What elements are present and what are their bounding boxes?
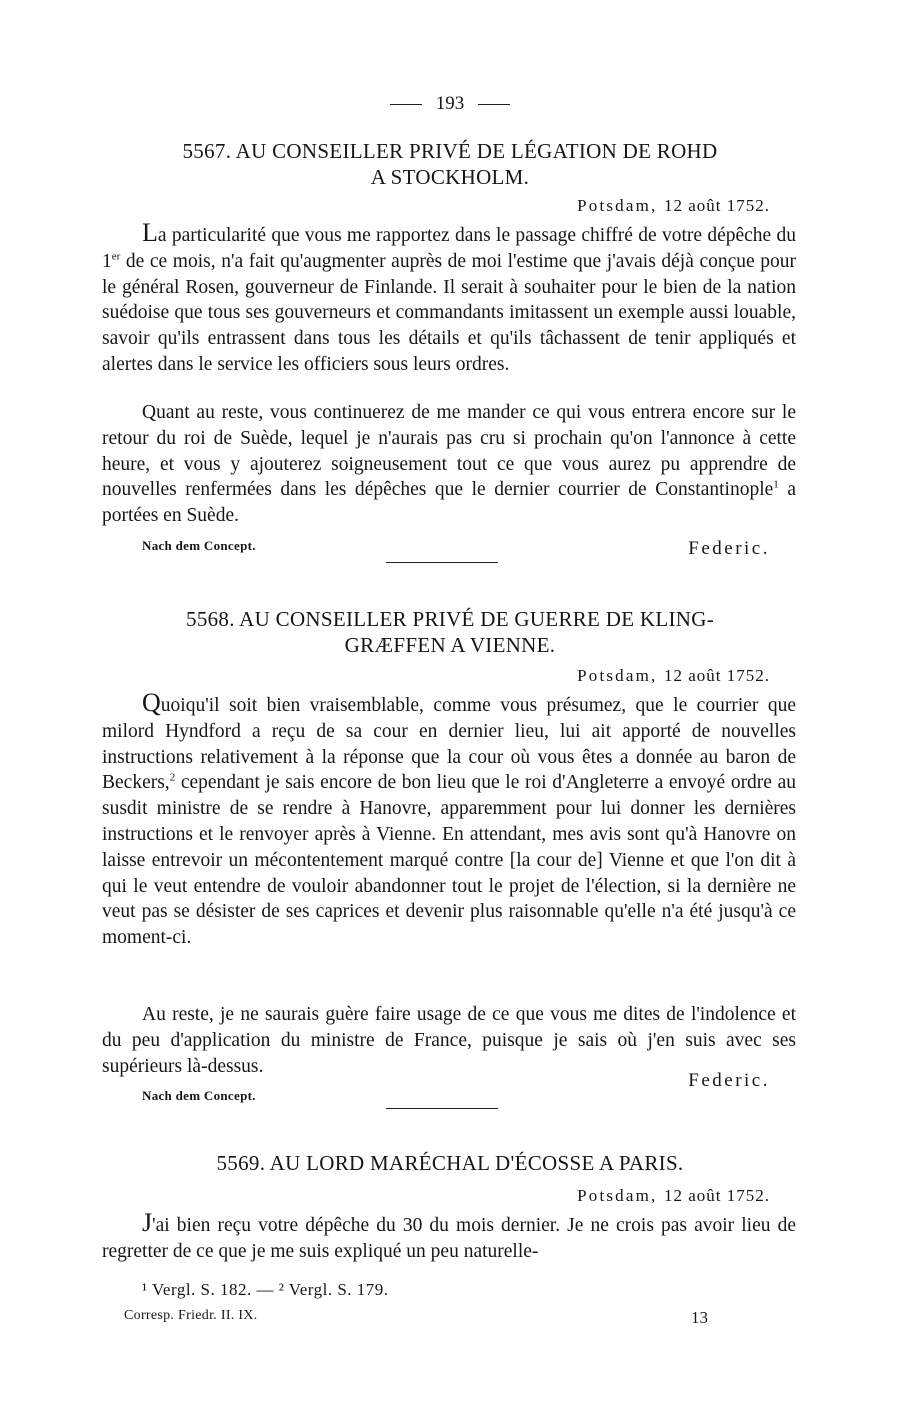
page-number-text: 193: [435, 93, 465, 114]
letter-5567-title: 5567. AU CONSEILLER PRIVÉ DE LÉGATION DE ROHD: [182, 139, 718, 163]
letter-5568-source-note: Nach dem Concept.: [142, 1088, 256, 1103]
page-number-dash-right: [478, 104, 510, 105]
section-divider: [386, 1108, 498, 1109]
letter-5569-dateline: [577, 1186, 770, 1206]
letter-5568-title-line2: GRÆFFEN A VIENNE.: [344, 633, 556, 657]
page-number: [0, 93, 900, 115]
dropcap: J: [142, 1208, 153, 1237]
section-divider: [386, 562, 498, 563]
text-run: a particularité que vous me rapportez dans le passage chiffré de votre dépêche du 1: [102, 225, 796, 272]
letter-5568-paragraph-2: Au reste, je ne saurais guère faire usage de ce que vous me dites de l'indolence et du peu d'application du ministre de France, puisque je sais où j'en suis avec ses supérieurs là-dessus.: [102, 1004, 796, 1077]
text-run: Quant au reste, vous continuerez de me mander ce qui vous entrera encore sur le retour du roi de Suède, lequel je n'aurais pas cru si prochain qu'on l'annonce à cette heure, et vous y ajouterez soigneusement tout ce que vous aurez pu apprendre de nouvelles renfermées dans les dépêches que le dernier courrier de Constantinople: [102, 402, 796, 501]
letter-5567-paragraph-2: [102, 400, 796, 529]
text-run: a portées en Suède.: [102, 479, 796, 527]
letter-5568-dateline: [577, 666, 770, 686]
letter-5567-signature: Federic.: [688, 538, 770, 559]
page-number-dash-left: [390, 104, 422, 105]
text-run: uoiqu'il soit bien vraisemblable, comme vous présumez, que le courrier que milord Hyndford a reçu de sa cour en dernier lieu, lui ait apporté de nouvelles instructions relativement à la réponse que la cour où vous êtes a donnée au baron de Beckers,: [102, 695, 796, 794]
text-run: cependant je sais encore de bon lieu que le roi d'Angleterre a envoyé ordre au susdit ministre de se rendre à Hanovre, apparemment pour lui donner les dernières instructions et le renvoyer après à Vienne. En attendant, mes avis sont qu'à Hanovre on laisse entrevoir un mécontentement marqué contre [la cour de] Vienne et que l'on dit à qui le veut entendre de vouloir abandonner tout le projet de l'élection, si la dernière ne veut pas se désister de ses caprices et devenir plus raisonnable qu'elle n'a été jusqu'à ce moment-ci.: [102, 772, 796, 949]
letter-5567-heading: [120, 138, 780, 190]
printer-signature-line: Corresp. Friedr. II. IX.: [124, 1308, 258, 1323]
footnotes: ¹ Vergl. S. 182. — ² Vergl. S. 179.: [142, 1280, 389, 1299]
dropcap: L: [142, 218, 158, 247]
letter-5568-heading: [120, 606, 780, 658]
text-run: de ce mois, n'a fait qu'augmenter auprès de moi l'estime que j'avais déjà conçue pour le général Rosen, gouverneur de Finlande. Il serait à souhaiter pour le bien de la nation suédoise que tous ses gouverneurs et commandants imitassent un exemple aussi louable, savoir qu'ils entrassent dans tous les détails et qu'ils tâchassent de tenir appliqués et alertes dans le service les officiers sous leurs ordres.: [102, 250, 796, 375]
letter-5569-title: 5569. AU LORD MARÉCHAL D'ÉCOSSE A PARIS.: [216, 1151, 684, 1175]
letter-5567-paragraph-1: [102, 220, 796, 378]
letter-5569-heading: [120, 1150, 780, 1176]
letter-5568-date: 12 août 1752.: [663, 666, 770, 685]
letter-5569-date: 12 août 1752.: [663, 1186, 770, 1205]
letter-5567-place: Potsdam,: [577, 196, 658, 215]
letter-5568-paragraph-1: [102, 690, 796, 951]
dropcap: Q: [142, 688, 161, 717]
letter-5569-paragraph-1: [102, 1210, 796, 1265]
letter-5568-title: 5568. AU CONSEILLER PRIVÉ DE GUERRE DE KLING-: [186, 607, 714, 631]
sheet-number: 13: [691, 1308, 708, 1327]
letter-5567-dateline: [577, 196, 770, 216]
text-run: 'ai bien reçu votre dépêche du 30 du mois dernier. Je ne crois pas avoir lieu de regretter de ce que je me suis expliqué un peu naturelle-: [102, 1215, 796, 1262]
superscript: er: [111, 250, 121, 263]
letter-5568-place: Potsdam,: [577, 666, 658, 685]
letter-5567-date: 12 août 1752.: [663, 196, 770, 215]
footnote-ref: 1: [773, 478, 779, 491]
letter-5567-source-note: Nach dem Concept.: [142, 538, 256, 553]
letter-5568-signature: Federic.: [688, 1070, 770, 1091]
footnote-ref: 2: [169, 771, 176, 784]
letter-5567-title-line2: A STOCKHOLM.: [370, 165, 530, 189]
letter-5569-place: Potsdam,: [577, 1186, 658, 1205]
